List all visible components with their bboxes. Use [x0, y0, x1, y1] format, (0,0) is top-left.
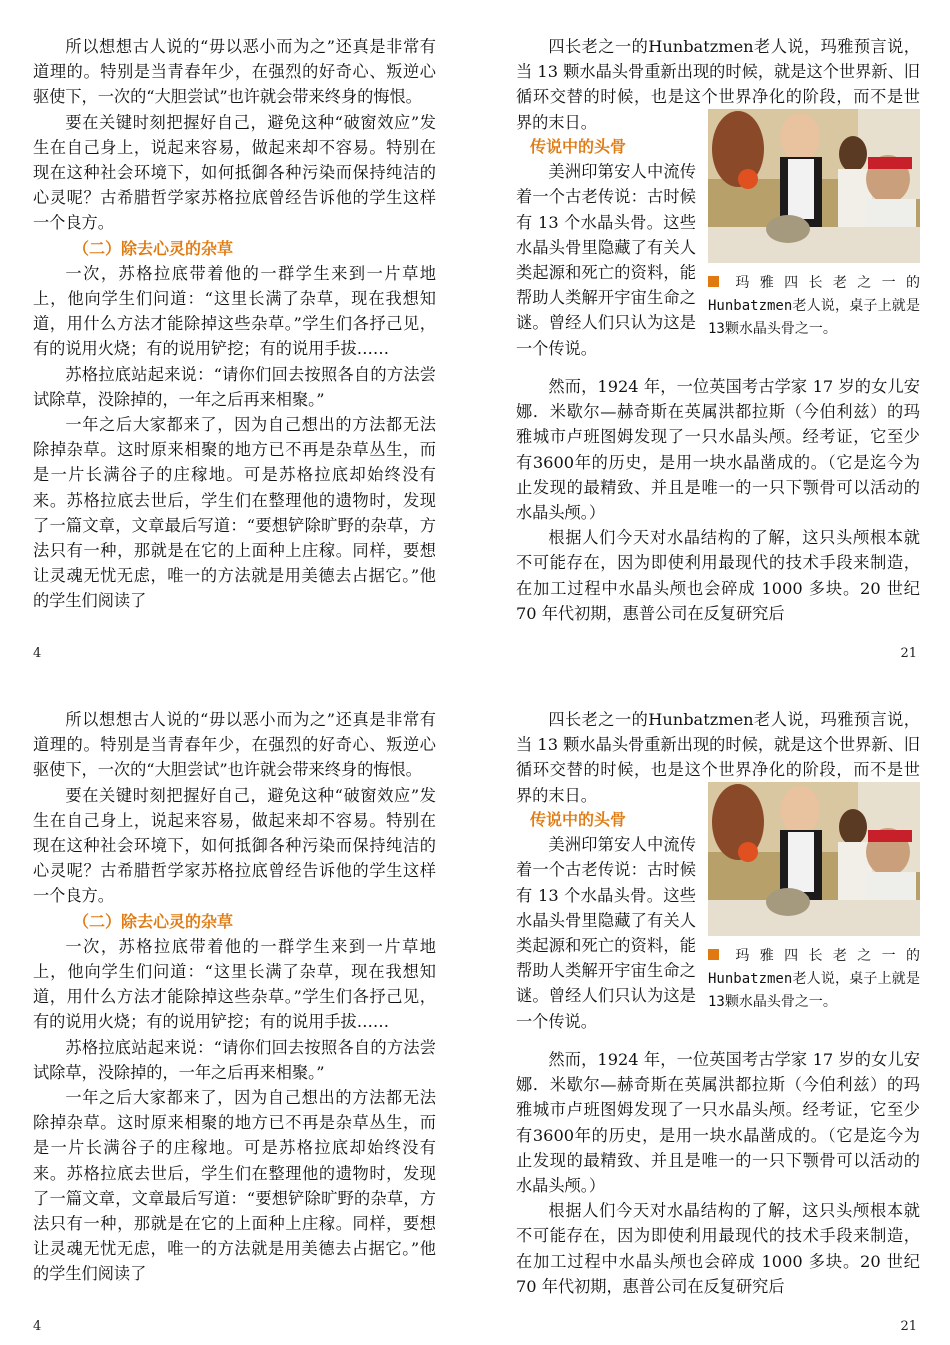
section-subheading: 传说中的头骨	[530, 810, 627, 829]
photo-caption	[708, 272, 920, 341]
photo-caption	[708, 945, 920, 1014]
square-bullet-icon	[708, 276, 719, 287]
paragraph: 然而，1924 年，一位英国考古学家 17 岁的女儿安娜．米歇尔—赫奇斯在英属洪都拉斯（今伯利兹）的玛雅城市卢班图姆发现了一只水晶头颅。经考证，它至少有3600年的历史，是用一块水晶凿成的。（它是迄今为止发现的最精致、并且是唯一的一只下颚骨可以活动的水晶头颅。）	[516, 377, 920, 523]
paragraph: 苏格拉底站起来说：“请你们回去按照各自的方法尝试除草，没除掉的，一年之后再来相聚。”	[33, 364, 436, 409]
page-number: 4	[33, 1319, 42, 1334]
caption-text: 玛雅四长老之一的Hunbatzmen老人说，桌子上就是13颗水晶头骨之一。	[708, 948, 920, 1010]
right-page	[475, 0, 950, 672]
paragraph: 根据人们今天对水晶结构的了解，这只头颅根本就不可能存在，因为即使利用最现代的技术手段来制造，在加工过程中水晶头颅也会碎成 1000 多块。20 世纪 70 年代初期，惠普公司在反复研究后	[516, 528, 920, 623]
paragraph: 一次，苏格拉底带着他的一群学生来到一片草地上，他向学生们问道：“这里长满了杂草，现在我想知道，用什么方法才能除掉这些杂草。”学生们各抒己见，有的说用火烧；有的说用铲挖；有的说用手拔……	[33, 936, 436, 1032]
paragraph: 四长老之一的Hunbatzmen老人说，玛雅预言说，当 13 颗水晶头骨重新出现的时候，就是这个世界新、旧循环交替的时候，也是这个世界净化的阶段，而不是世界的末日。	[516, 710, 920, 805]
crystal-skull-photo	[708, 109, 920, 263]
section-subheading: （二）除去心灵的杂草	[73, 911, 234, 931]
page-number: 21	[900, 1319, 917, 1334]
section-subheading: 传说中的头骨	[530, 137, 627, 156]
paragraph: 一年之后大家都来了，因为自己想出的方法都无法除掉杂草。这时原来相聚的地方已不再是杂草丛生，而是一片长满谷子的庄稼地。可是苏格拉底却始终没有来。苏格拉底去世后，学生们在整理他的遗物时，发现了一篇文章，文章最后写道：“要想铲除旷野的杂草，方法只有一种，那就是在它的上面种上庄稼。同样，要想让灵魂无忧无虑，唯一的方法就是用美德去占据它。”他的学生们阅读了	[33, 415, 436, 611]
right-page-column	[516, 134, 696, 361]
page-spread-bottom	[0, 673, 950, 1345]
page-spread-top	[0, 0, 950, 672]
paragraph: 所以想想古人说的“毋以恶小而为之”还真是非常有道理的。特别是当青春年少，在强烈的好奇心、叛逆心驱使下，一次的“大胆尝试”也许就会带来终身的悔恨。	[33, 37, 436, 107]
right-page-body	[516, 1047, 920, 1299]
paragraph: 所以想想古人说的“毋以恶小而为之”还真是非常有道理的。特别是当青春年少，在强烈的好奇心、叛逆心驱使下，一次的“大胆尝试”也许就会带来终身的悔恨。	[33, 710, 436, 780]
caption-text: 玛雅四长老之一的Hunbatzmen老人说，桌子上就是13颗水晶头骨之一。	[708, 275, 920, 337]
left-page	[0, 673, 475, 1345]
crystal-skull-photo	[708, 782, 920, 936]
left-page	[0, 0, 475, 672]
left-page-body	[33, 34, 436, 614]
paragraph: 一次，苏格拉底带着他的一群学生来到一片草地上，他向学生们问道：“这里长满了杂草，现在我想知道，用什么方法才能除掉这些杂草。”学生们各抒己见，有的说用火烧；有的说用铲挖；有的说用手拔……	[33, 263, 436, 359]
paragraph: 苏格拉底站起来说：“请你们回去按照各自的方法尝试除草，没除掉的，一年之后再来相聚。”	[33, 1037, 436, 1082]
paragraph: 一年之后大家都来了，因为自己想出的方法都无法除掉杂草。这时原来相聚的地方已不再是杂草丛生，而是一片长满谷子的庄稼地。可是苏格拉底却始终没有来。苏格拉底去世后，学生们在整理他的遗物时，发现了一篇文章，文章最后写道：“要想铲除旷野的杂草，方法只有一种，那就是在它的上面种上庄稼。同样，要想让灵魂无忧无虑，唯一的方法就是用美德去占据它。”他的学生们阅读了	[33, 1088, 436, 1284]
paragraph: 美洲印第安人中流传着一个古老传说：古时候有 13 个水晶头骨。这些水晶头骨里隐藏了有关人类起源和死亡的资料，能帮助人类解开宇宙生命之谜。曾经人们只认为这是一个传说。	[516, 162, 696, 358]
paragraph: 要在关键时刻把握好自己，避免这种“破窗效应”发生在自己身上，说起来容易，做起来却不容易。特别在现在这种社会环境下，如何抵御各种污染而保持纯洁的心灵呢？古希腊哲学家苏格拉底曾经告诉他的学生这样一个良方。	[33, 112, 436, 233]
right-page	[475, 673, 950, 1345]
right-page-column	[516, 807, 696, 1034]
page-number: 4	[33, 646, 42, 661]
paragraph: 要在关键时刻把握好自己，避免这种“破窗效应”发生在自己身上，说起来容易，做起来却不容易。特别在现在这种社会环境下，如何抵御各种污染而保持纯洁的心灵呢？古希腊哲学家苏格拉底曾经告诉他的学生这样一个良方。	[33, 785, 436, 906]
paragraph: 根据人们今天对水晶结构的了解，这只头颅根本就不可能存在，因为即使利用最现代的技术手段来制造，在加工过程中水晶头颅也会碎成 1000 多块。20 世纪 70 年代初期，惠普公司在反复研究后	[516, 1201, 920, 1296]
right-page-body	[516, 374, 920, 626]
paragraph: 四长老之一的Hunbatzmen老人说，玛雅预言说，当 13 颗水晶头骨重新出现的时候，就是这个世界新、旧循环交替的时候，也是这个世界净化的阶段，而不是世界的末日。	[516, 37, 920, 132]
paragraph: 美洲印第安人中流传着一个古老传说：古时候有 13 个水晶头骨。这些水晶头骨里隐藏了有关人类起源和死亡的资料，能帮助人类解开宇宙生命之谜。曾经人们只认为这是一个传说。	[516, 835, 696, 1031]
section-subheading: （二）除去心灵的杂草	[73, 238, 234, 258]
paragraph: 然而，1924 年，一位英国考古学家 17 岁的女儿安娜．米歇尔—赫奇斯在英属洪都拉斯（今伯利兹）的玛雅城市卢班图姆发现了一只水晶头颅。经考证，它至少有3600年的历史，是用一块水晶凿成的。（它是迄今为止发现的最精致、并且是唯一的一只下颚骨可以活动的水晶头颅。）	[516, 1050, 920, 1196]
page-number: 21	[900, 646, 917, 661]
square-bullet-icon	[708, 949, 719, 960]
left-page-body	[33, 707, 436, 1287]
